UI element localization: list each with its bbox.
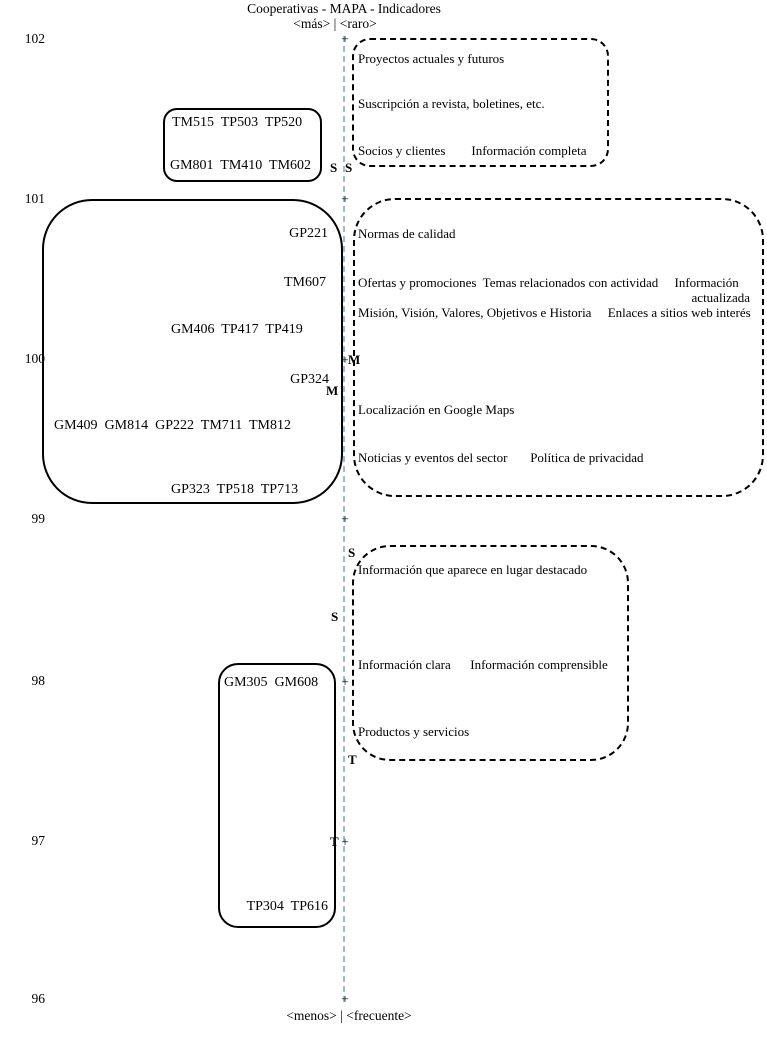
chart-title: Cooperativas - MAPA - Indicadores bbox=[247, 1, 441, 16]
axis-tick-100: 100 bbox=[24, 351, 45, 366]
person-codes-row: GP324 bbox=[290, 372, 329, 387]
marker-m-left: M bbox=[326, 383, 339, 398]
person-codes-row: GM406 TP417 TP419 bbox=[171, 322, 303, 337]
axis-top-label: <más> | <raro> bbox=[293, 16, 377, 31]
indicator-row: Socios y clientes Información completa bbox=[358, 143, 587, 158]
axis-plus-100: + bbox=[341, 352, 349, 367]
person-codes-row: TP304 TP616 bbox=[246, 899, 328, 914]
person-codes-row: GM801 TM410 TM602 bbox=[170, 158, 312, 173]
axis-plus-99: + bbox=[341, 511, 349, 526]
person-box-top bbox=[163, 108, 322, 182]
indicator-row: Misión, Visión, Valores, Objetivos e Historia Enlaces a sitios web interés bbox=[358, 305, 751, 320]
axis-plus-97: + bbox=[341, 834, 349, 849]
indicator-row: Suscripción a revista, boletines, etc. bbox=[358, 96, 545, 111]
indicator-row: Ofertas y promociones Temas relacionados con actividad Información bbox=[358, 275, 739, 290]
indicator-row: Información clara Información comprensible bbox=[358, 657, 608, 672]
axis-tick-102: 102 bbox=[24, 31, 45, 46]
axis-plus-102: + bbox=[341, 31, 349, 46]
indicator-row: Productos y servicios bbox=[358, 724, 470, 739]
axis-tick-96: 96 bbox=[31, 991, 45, 1006]
indicator-row: Proyectos actuales y futuros bbox=[358, 51, 505, 66]
person-box-middle bbox=[42, 199, 343, 504]
axis-tick-97: 97 bbox=[31, 833, 45, 848]
axis-tick-101: 101 bbox=[24, 191, 45, 206]
person-codes-row: TM607 bbox=[284, 275, 326, 290]
marker-s-mid-right: S bbox=[348, 545, 356, 560]
marker-s-upper-right: S bbox=[345, 160, 353, 175]
axis-plus-101: + bbox=[341, 191, 349, 206]
person-codes-row: TM515 TP503 TP520 bbox=[172, 115, 303, 130]
axis-plus-96: + bbox=[341, 991, 349, 1006]
indicator-box-top bbox=[352, 38, 609, 167]
marker-t-right: T bbox=[348, 752, 357, 767]
person-box-bottom bbox=[218, 663, 336, 928]
person-codes-row: GM409 GM814 GP222 TM711 TM812 bbox=[54, 418, 291, 433]
person-codes-row: GP323 TP518 TP713 bbox=[171, 482, 299, 497]
indicator-row: Noticias y eventos del sector Política de privacidad bbox=[358, 450, 644, 465]
axis-plus-98: + bbox=[341, 674, 349, 689]
indicator-box-bottom bbox=[352, 545, 629, 761]
person-codes-row: GM305 GM608 bbox=[224, 675, 319, 690]
indicator-row: Normas de calidad bbox=[358, 226, 456, 241]
indicator-box-middle bbox=[353, 198, 764, 497]
marker-s-upper-left: S bbox=[330, 160, 338, 175]
indicator-row: actualizada bbox=[691, 290, 750, 305]
marker-m-right: M bbox=[348, 352, 361, 367]
marker-s-mid-left: S bbox=[331, 609, 339, 624]
marker-t-left: T bbox=[330, 834, 339, 849]
indicator-row: Localización en Google Maps bbox=[358, 402, 515, 417]
axis-tick-98: 98 bbox=[31, 673, 45, 688]
axis-tick-99: 99 bbox=[31, 511, 45, 526]
indicator-row: Información que aparece en lugar destacado bbox=[358, 562, 588, 577]
axis-bottom-label: <menos> | <frecuente> bbox=[286, 1008, 412, 1023]
person-codes-row: GP221 bbox=[289, 226, 328, 241]
